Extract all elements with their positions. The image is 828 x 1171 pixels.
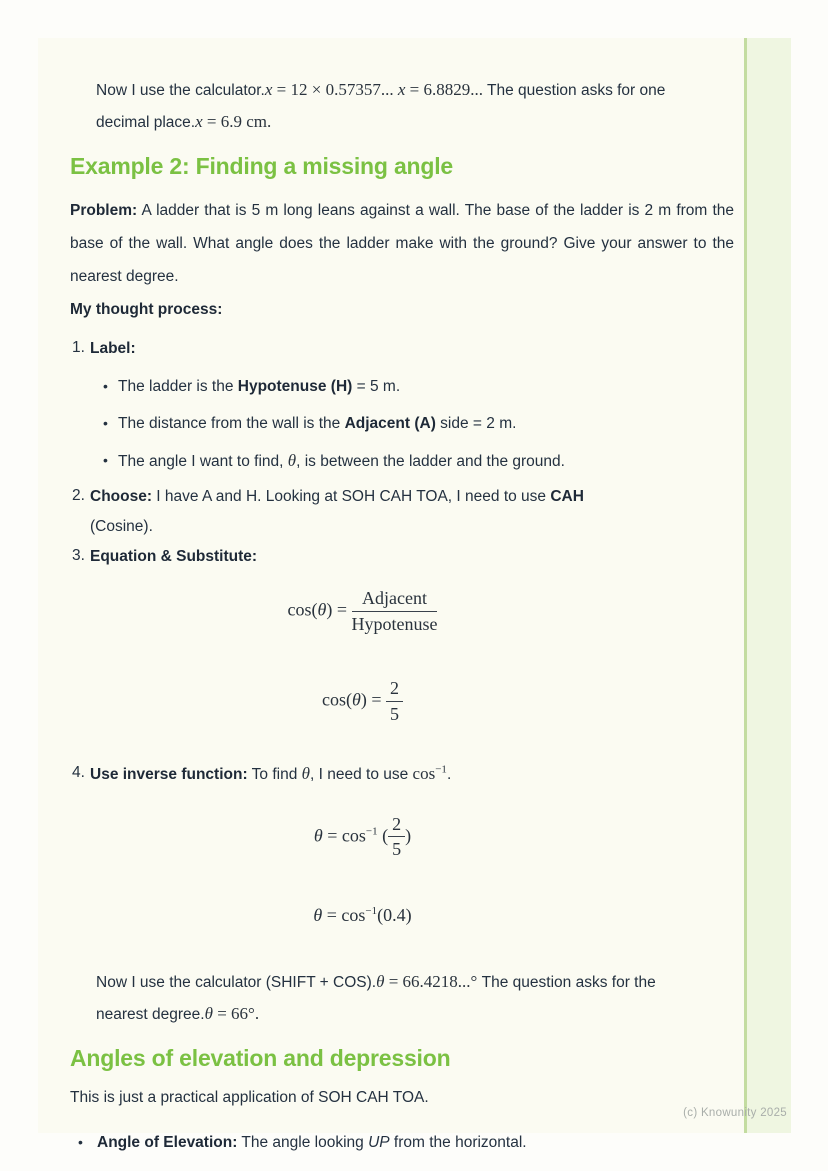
step-text: To find xyxy=(247,765,302,783)
equation-inverse-decimal: $\theta = \cos^{-1}(0.4)$ xyxy=(313,905,412,926)
theta-symbol: θ xyxy=(301,763,310,783)
list-item xyxy=(103,409,740,438)
bullet-text: from the horizontal. xyxy=(389,1134,527,1152)
list-number: 2. xyxy=(72,487,85,504)
inline-math: θ = 66°. xyxy=(204,1004,260,1024)
section-heading-angles: Angles of elevation and depression xyxy=(70,1045,451,1072)
body-text: The question asks for one decimal place. xyxy=(96,82,666,131)
equation-cos-ratio: cos(θ) = $\frac{\text{Adjacent}}{\text{Hypotenuse}}$ xyxy=(287,588,438,634)
bullet-bold: Adjacent (A) xyxy=(344,415,436,432)
list-item xyxy=(103,446,740,476)
calculator-result-paragraph-1 xyxy=(96,74,680,138)
bullet-icon: • xyxy=(103,378,108,394)
problem-label: Problem: xyxy=(70,202,138,219)
bullet-bold: Angle of Elevation: xyxy=(97,1134,238,1152)
step-bold: CAH xyxy=(550,488,584,505)
fraction: $\frac{2}{5}$ xyxy=(388,814,405,860)
document-page xyxy=(38,38,791,1152)
step-text: (Cosine). xyxy=(90,518,153,535)
body-text: Now I use the calculator. xyxy=(96,82,265,99)
bullet-italic: UP xyxy=(368,1134,390,1152)
knowunity-watermark: (c) Knowunity 2025 xyxy=(683,1107,787,1119)
fraction: $\frac{\text{Adjacent}}{\text{Hypotenuse}}$ xyxy=(351,588,438,634)
problem-text: A ladder that is 5 m long leans against a wall. The base of the ladder is 2 m from the base of the wall. What angle does the ladder make with the ground? Give your answer to the nearest degree. xyxy=(70,202,734,285)
step-label: Use inverse function: xyxy=(90,765,248,783)
step-text: , I need to use xyxy=(310,765,413,783)
step-text: . xyxy=(446,765,452,783)
bullet-icon: • xyxy=(78,1134,83,1151)
bullet-text: side = 2 m. xyxy=(435,415,517,432)
inline-math: θ = 66.4218...° xyxy=(376,972,478,992)
theta-symbol: θ xyxy=(317,599,327,620)
thought-process-heading: My thought process: xyxy=(70,301,223,318)
list-number: 4. xyxy=(72,763,85,781)
bullet-text: The angle looking xyxy=(237,1134,369,1152)
elevation-bullet-item xyxy=(78,1128,740,1157)
step-label: Label: xyxy=(90,340,136,357)
bullet-text: The ladder is the xyxy=(118,378,238,395)
equation-inverse-fraction: $\theta = \cos^{-1}$ ( $\frac{2}{5}$ ) xyxy=(313,813,412,860)
theta-symbol: θ xyxy=(313,825,323,846)
step-2 xyxy=(72,482,740,542)
list-item xyxy=(103,372,740,401)
page-edge-stripe xyxy=(744,38,791,1133)
theta-symbol: θ xyxy=(352,689,361,710)
inline-math: $\cos^{-1}$ xyxy=(412,763,447,783)
body-text: Now I use the calculator (SHIFT + COS). xyxy=(96,974,377,992)
angles-intro-paragraph: This is just a practical application of SOH CAH TOA. xyxy=(70,1089,429,1107)
list-number: 3. xyxy=(72,547,85,564)
fraction: $\frac{2}{5}$ xyxy=(386,678,403,724)
bullet-text: The distance from the wall is the xyxy=(118,415,345,432)
inline-math: x = 12 × 0.57357... x = 6.8829... xyxy=(264,80,483,99)
body-text: The question asks for the nearest degree. xyxy=(96,974,656,1024)
bullet-text: , is between the ladder and the ground. xyxy=(296,453,565,470)
theta-symbol: θ xyxy=(313,905,323,926)
inline-math: x = 6.9 cm. xyxy=(195,112,272,131)
bullet-bold: Hypotenuse (H) xyxy=(237,378,353,395)
step-1-label xyxy=(72,334,740,364)
list-number: 1. xyxy=(72,339,85,356)
calculator-result-paragraph-2 xyxy=(96,966,680,1030)
step-label: Choose: xyxy=(90,488,152,505)
problem-paragraph xyxy=(70,194,734,293)
bullet-text: The angle I want to find, xyxy=(118,453,288,470)
step-label: Equation & Substitute: xyxy=(90,548,258,565)
step-text: I have A and H. Looking at SOH CAH TOA, I need to use xyxy=(152,488,551,505)
page-content xyxy=(70,38,740,1157)
equation-cos-value: cos(θ) = $\frac{2}{5}$ xyxy=(90,678,635,724)
step-4 xyxy=(72,759,740,930)
bullet-icon: • xyxy=(103,415,108,431)
bullet-text: = 5 m. xyxy=(352,378,401,395)
step-3 xyxy=(72,542,740,725)
theta-symbol: θ xyxy=(287,451,297,470)
bullet-icon: • xyxy=(103,452,108,468)
section-heading-example2: Example 2: Finding a missing angle xyxy=(70,153,454,179)
step-1-bullets xyxy=(103,372,740,476)
